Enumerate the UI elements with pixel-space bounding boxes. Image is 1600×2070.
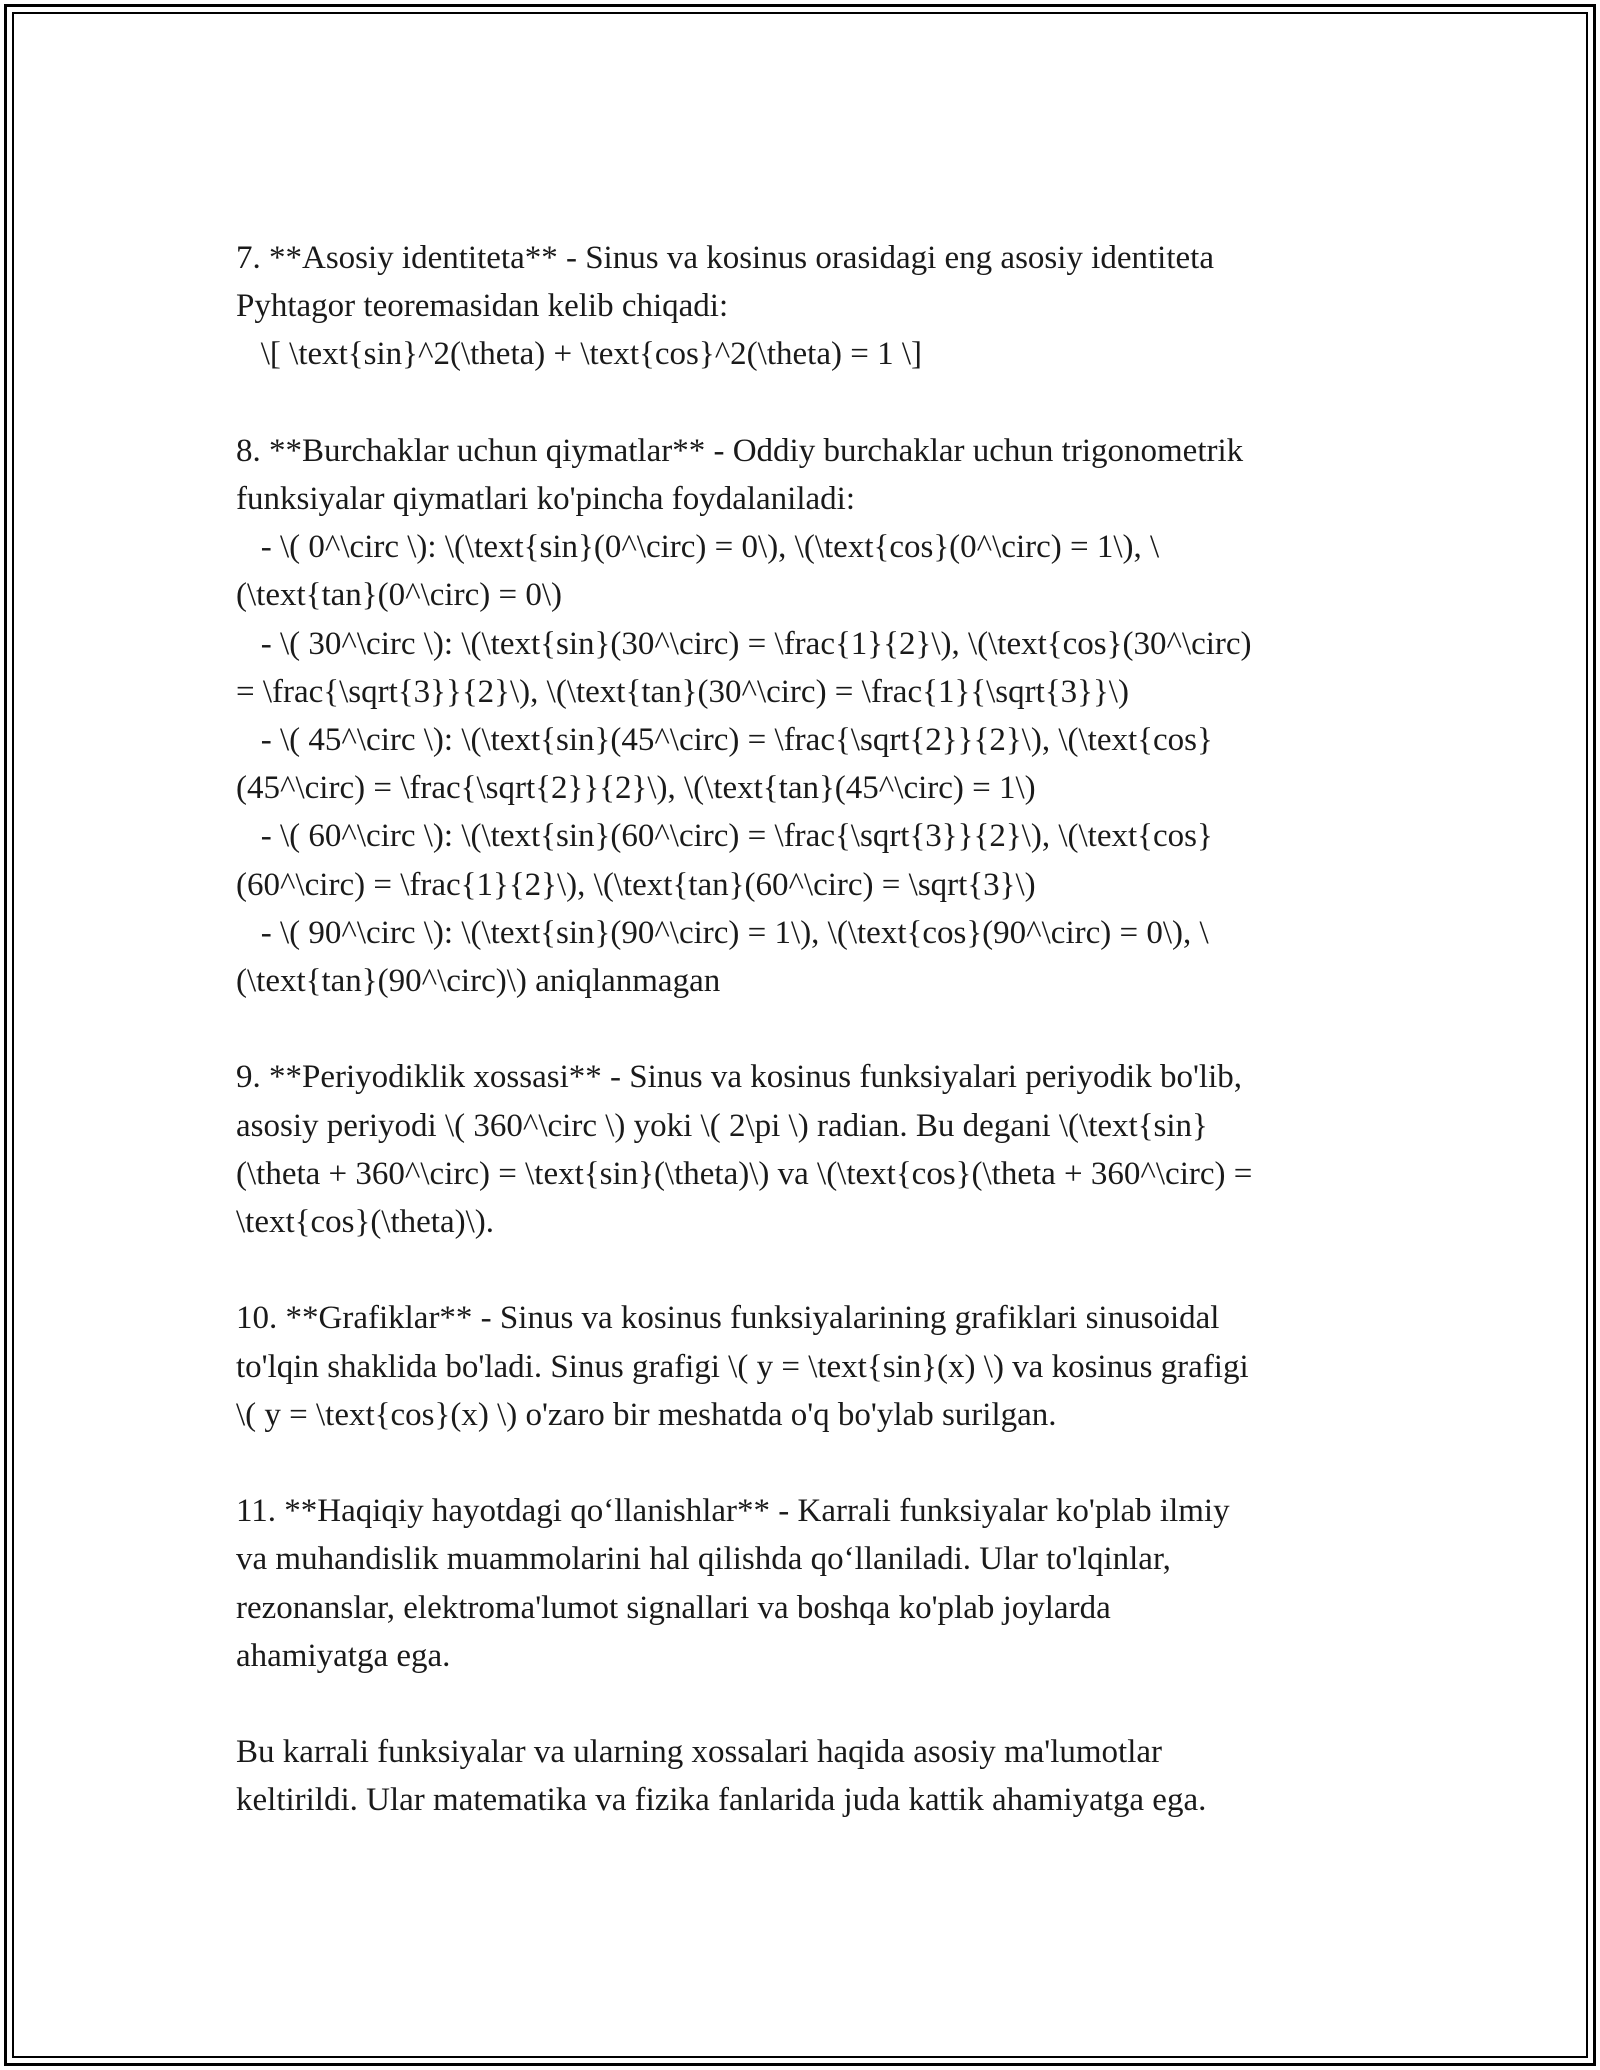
text-line: 7. **Asosiy identiteta** - Sinus va kosinus orasidagi eng asosiy identiteta <box>236 240 1214 276</box>
text-line: 11. **Haqiqiy hayotdagi qo‘llanishlar** - Karrali funksiyalar ko'plab ilmiy <box>236 1493 1230 1530</box>
list-item-line: - \( 45^\circ \): \(\text{sin}(45^\circ) = \frac{\sqrt{2}}{2}\), \(\text{cos} <box>236 722 1213 759</box>
formula-line: \[ \text{sin}^2(\theta) + \text{cos}^2(\theta) = 1 \] <box>236 336 922 373</box>
section-grafiklar <box>236 1294 1386 1439</box>
text-line: 10. **Grafiklar** - Sinus va kosinus funksiyalarining grafiklari sinusoidal <box>236 1300 1220 1337</box>
paragraph-gap <box>236 379 1386 427</box>
list-item-line: (60^\circ) = \frac{1}{2}\), \(\text{tan}(60^\circ) = \sqrt{3}\) <box>236 866 1036 903</box>
text-line: funksiyalar qiymatlari ko'pincha foydalaniladi: <box>236 481 856 517</box>
list-item-line: = \frac{\sqrt{3}}{2}\), \(\text{tan}(30^\circ) = \frac{1}{\sqrt{3}}\) <box>236 673 1129 710</box>
text-line: 9. **Periyodiklik xossasi** - Sinus va kosinus funksiyalari periyodik bo'lib, <box>236 1059 1242 1096</box>
section-burchaklar-qiymatlar <box>236 427 1386 1005</box>
text-line: va muhandislik muammolarini hal qilishda qo‘llaniladi. Ular to'lqinlar, <box>236 1541 1171 1578</box>
text-line: asosiy periyodi \( 360^\circ \) yoki \( 2\pi \) radian. Bu degani \(\text{sin} <box>236 1107 1208 1144</box>
list-item-line: (\text{tan}(90^\circ)\) aniqlanmagan <box>236 963 721 1000</box>
text-line: to'lqin shaklida bo'ladi. Sinus grafigi \( y = \text{sin}(x) \) va kosinus grafigi <box>236 1348 1249 1385</box>
list-item-line: - \( 90^\circ \): \(\text{sin}(90^\circ) = 1\), \(\text{cos}(90^\circ) = 0\), \ <box>236 914 1209 951</box>
list-item-line: - \( 0^\circ \): \(\text{sin}(0^\circ) = 0\), \(\text{cos}(0^\circ) = 1\), \ <box>236 529 1160 566</box>
text-line: Bu karrali funksiyalar va ularning xossalari haqida asosiy ma'lumotlar <box>236 1734 1163 1771</box>
text-line: rezonanslar, elektroma'lumot signallari va boshqa ko'plab joylarda <box>236 1589 1111 1626</box>
text-line: ahamiyatga ega. <box>236 1637 451 1674</box>
document-body <box>236 234 1386 1825</box>
text-line: (\theta + 360^\circ) = \text{sin}(\theta)\) va \(\text{cos}(\theta + 360^\circ) = <box>236 1155 1253 1192</box>
text-line: 8. **Burchaklar uchun qiymatlar** - Oddiy burchaklar uchun trigonometrik <box>236 432 1244 469</box>
text-line: \text{cos}(\theta)\). <box>236 1204 495 1241</box>
list-item-line: - \( 30^\circ \): \(\text{sin}(30^\circ) = \frac{1}{2}\), \(\text{cos}(30^\circ) <box>236 625 1252 662</box>
text-line: keltirildi. Ular matematika va fizika fanlarida juda kattik ahamiyatga ega. <box>236 1782 1207 1819</box>
list-item-line: (45^\circ) = \frac{\sqrt{2}}{2}\), \(\text{tan}(45^\circ) = 1\) <box>236 770 1036 807</box>
paragraph-gap <box>236 1680 1386 1728</box>
section-qollanishlar <box>236 1487 1386 1680</box>
section-conclusion <box>236 1728 1386 1824</box>
list-item-line: (\text{tan}(0^\circ) = 0\) <box>236 577 562 614</box>
paragraph-gap <box>236 1246 1386 1294</box>
section-asosiy-identiteta <box>236 234 1386 379</box>
paragraph-gap <box>236 1005 1386 1053</box>
list-item-line: - \( 60^\circ \): \(\text{sin}(60^\circ) = \frac{\sqrt{3}}{2}\), \(\text{cos} <box>236 818 1213 855</box>
paragraph-gap <box>236 1439 1386 1487</box>
text-line: Pyhtagor teoremasidan kelib chiqadi: <box>236 288 729 325</box>
section-periyodiklik <box>236 1053 1386 1246</box>
text-line: \( y = \text{cos}(x) \) o'zaro bir meshatda o'q bo'ylab surilgan. <box>236 1396 1057 1433</box>
